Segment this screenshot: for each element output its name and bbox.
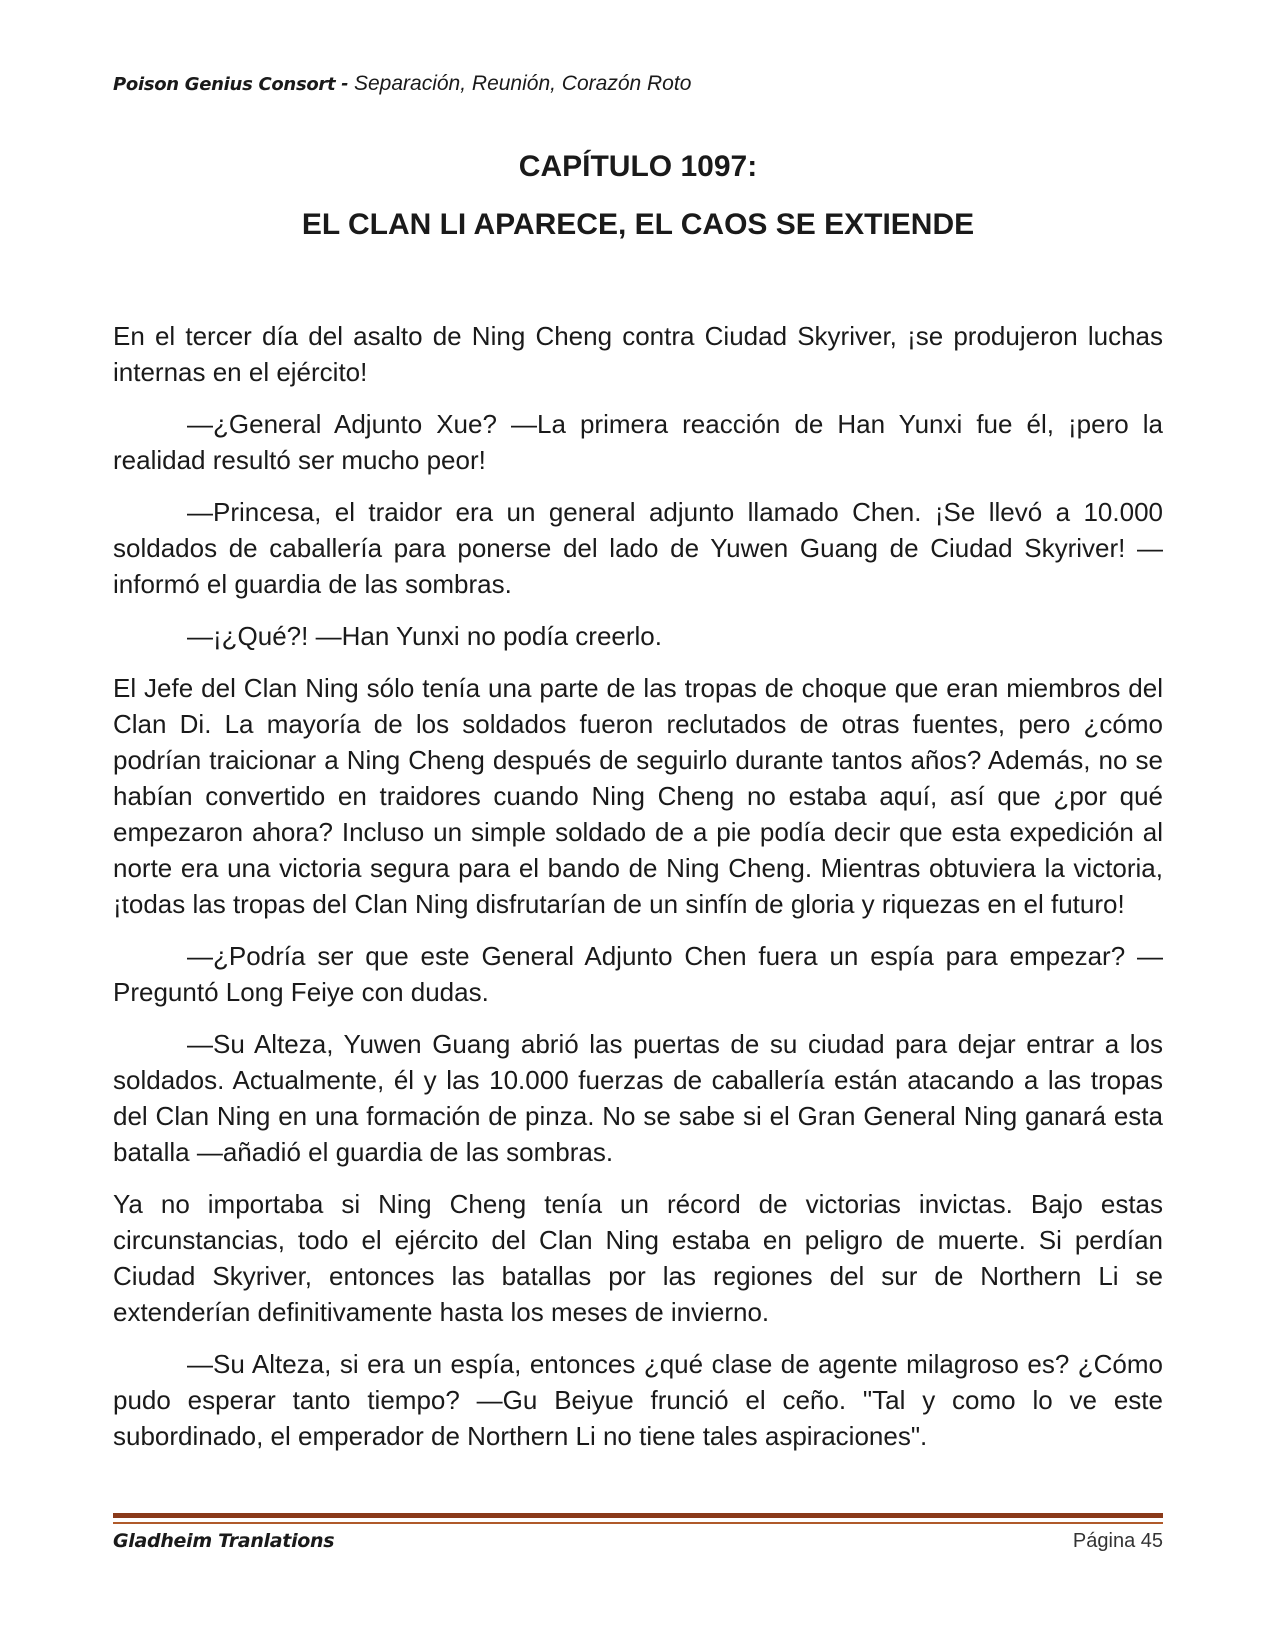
paragraph: —¿General Adjunto Xue? —La primera reacción de Han Yunxi fue él, ¡pero la realidad resultó ser mucho peor! [113,409,1163,475]
header-separator: - [341,72,349,95]
paragraph: —Su Alteza, Yuwen Guang abrió las puertas de su ciudad para dejar entrar a los soldados. Actualmente, él y las 10.000 fuerzas de caballería están atacando a las tropas del Clan Ning en una formación de pinza. No se sabe si el Gran General Ning ganará esta batalla —añadió el guardia de las sombras. [113,1029,1163,1167]
chapter-body [113,318,1163,1470]
paragraph: —¡¿Qué?! —Han Yunxi no podía creerlo. [187,621,662,651]
chapter-title: EL CLAN LI APARECE, EL CAOS SE EXTIENDE [301,208,975,241]
paragraph: El Jefe del Clan Ning sólo tenía una parte de las tropas de choque que eran miembros del Clan Di. La mayoría de los soldados fueron reclutados de otras fuentes, pero ¿cómo podrían traicionar a Ning Cheng después de seguirlo durante tantos años? Además, no se habían convertido en traidores cuando Ning Cheng no estaba aquí, así que ¿por qué empezaron ahora? Incluso un simple soldado de a pie podía decir que esta expedición al norte era una victoria segura para el bando de Ning Cheng. Mientras obtuviera la victoria, ¡todas las tropas del Clan Ning disfrutarían de un sinfín de gloria y riquezas en el futuro! [113,673,1163,919]
paragraph: —¿Podría ser que este General Adjunto Chen fuera un espía para empezar? —Preguntó Long Feiye con dudas. [113,941,1163,1007]
page-number: Página 45 [1072,1530,1163,1552]
chapter-number: CAPÍTULO 1097: [518,150,758,183]
translator-credit: Gladheim Tranlations [113,1530,335,1552]
paragraph: En el tercer día del asalto de Ning Cheng contra Ciudad Skyriver, ¡se produjeron luchas internas en el ejército! [113,321,1163,387]
book-title: Poison Genius Consort [113,74,336,95]
footer-rule [113,1513,1163,1518]
paragraph: Ya no importaba si Ning Cheng tenía un récord de victorias invictas. Bajo estas circunstancias, todo el ejército del Clan Ning estaba en peligro de muerte. Si perdían Ciudad Skyriver, entonces las batallas por las regiones del sur de Northern Li se extenderían definitivamente hasta los meses de invierno. [113,1189,1163,1327]
footer-rule-thin [113,1522,1163,1524]
running-header [113,72,691,96]
paragraph: —Princesa, el traidor era un general adjunto llamado Chen. ¡Se llevó a 10.000 soldados de caballería para ponerse del lado de Yuwen Guang de Ciudad Skyriver! —informó el guardia de las sombras. [113,497,1163,599]
arc-title: Separación, Reunión, Corazón Roto [354,72,692,95]
paragraph: —Su Alteza, si era un espía, entonces ¿qué clase de agente milagroso es? ¿Cómo pudo esperar tanto tiempo? —Gu Beiyue frunció el ceño. "Tal y como lo ve este subordinado, el emperador de Northern Li no tiene tales aspiraciones". [113,1349,1163,1451]
